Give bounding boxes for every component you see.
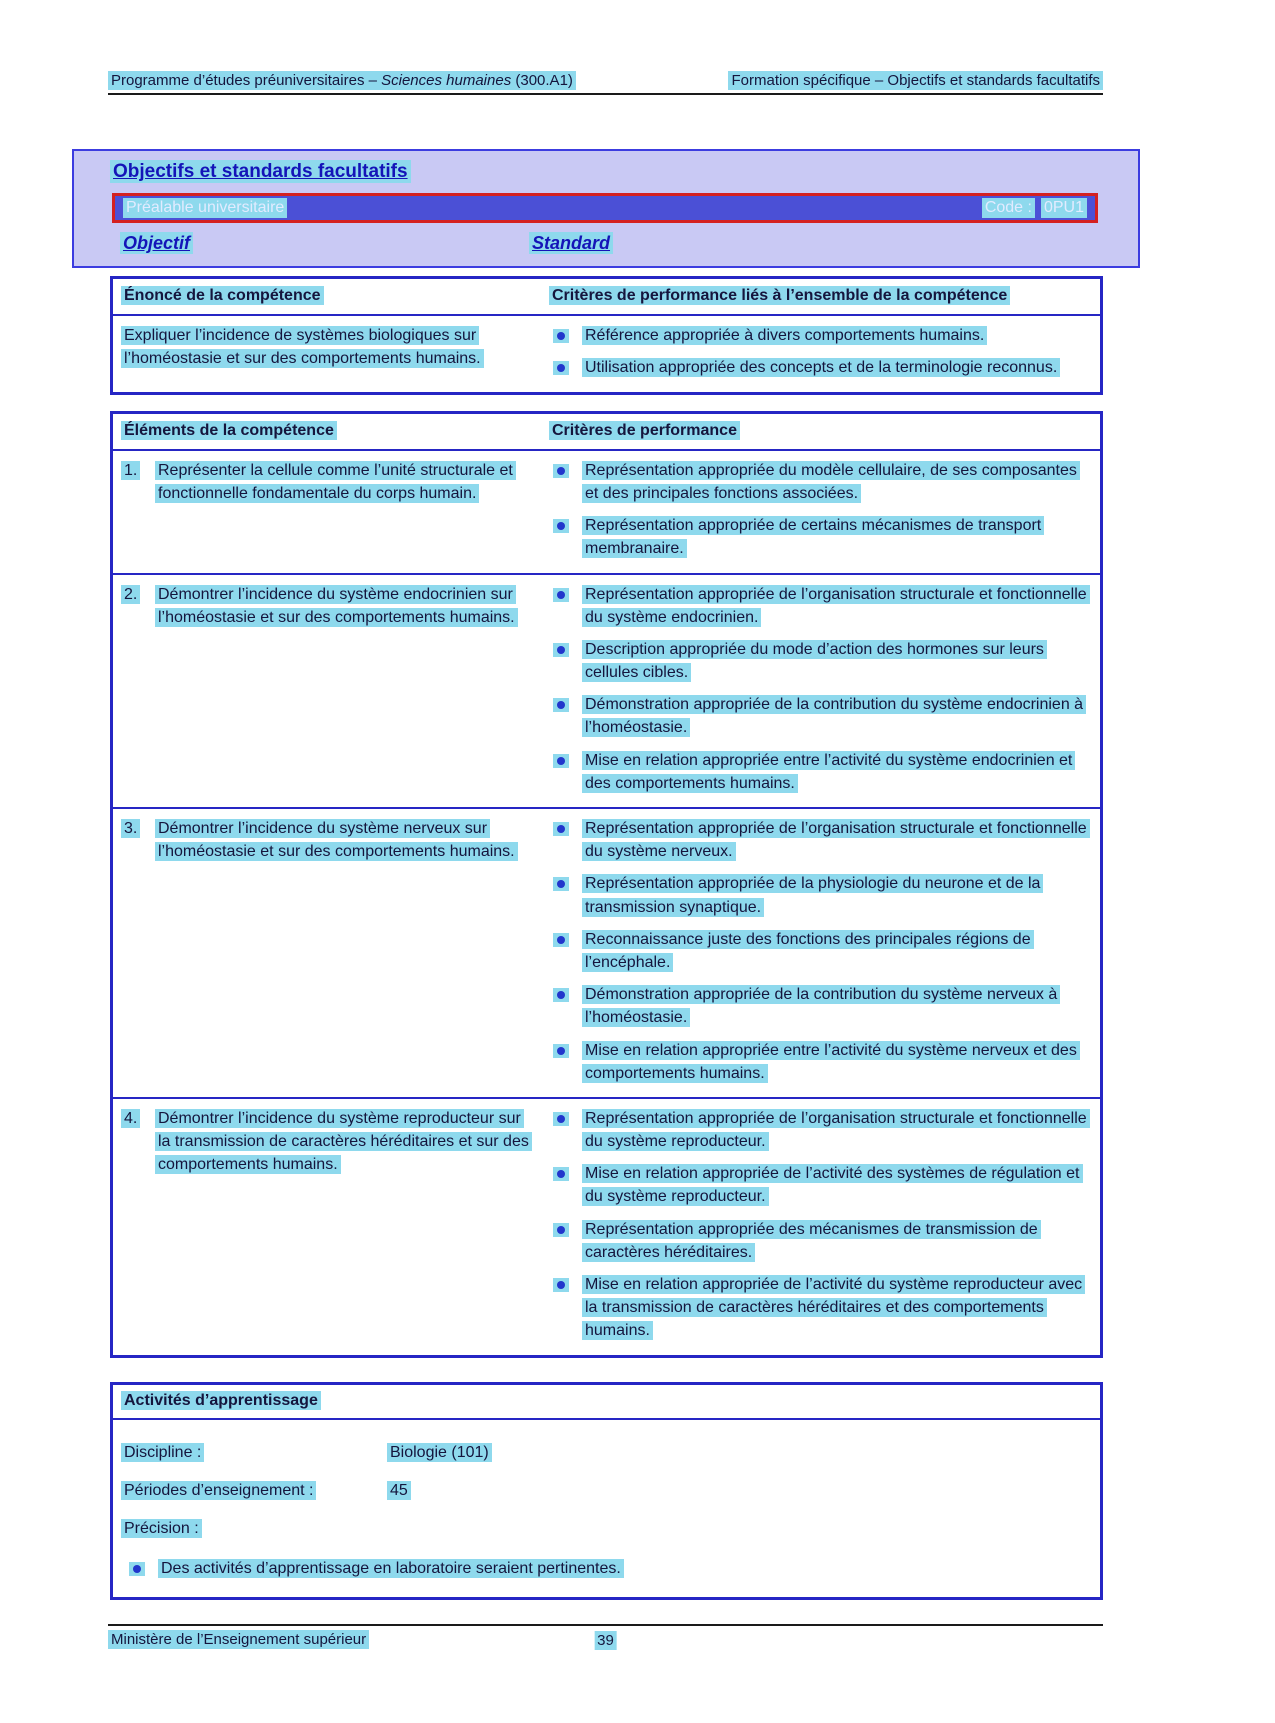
bullet-icon	[553, 1112, 569, 1126]
element-numbered-text	[121, 817, 535, 863]
criterion-text-wrap	[582, 1107, 1090, 1153]
element-text: Représenter la cellule comme l’unité structurale et fonctionnelle fondamentale du corps humain.	[155, 461, 516, 503]
elements-header-right-cell	[549, 414, 1100, 449]
table-row	[113, 573, 1100, 808]
criterion-text-wrap	[582, 928, 1090, 974]
criterion-text: Représentation appropriée du modèle cellulaire, de ses composantes et des principales fonctions associées.	[582, 461, 1080, 503]
bullet-dot	[557, 332, 565, 340]
objectives-title-box	[72, 149, 1140, 268]
document-page	[0, 72, 1275, 1723]
bullet-dot	[557, 825, 565, 833]
competence-statement-cell	[113, 316, 549, 391]
criterion-text-wrap	[582, 356, 1090, 379]
criteria-cell	[549, 809, 1100, 1097]
bullet-dot	[557, 1170, 565, 1178]
criteria-list	[549, 324, 1090, 379]
discipline-value-wrap	[387, 1441, 492, 1464]
element-text: Démontrer l’incidence du système nerveux sur l’homéostasie et sur des comportements humains.	[155, 819, 518, 861]
criterion-text-wrap	[582, 324, 1090, 347]
criterion-item	[549, 583, 1090, 629]
discipline-row	[121, 1441, 1090, 1464]
criterion-text: Représentation appropriée de la physiologie du neurone et de la transmission synaptique.	[582, 874, 1043, 916]
activities-note-wrap	[158, 1557, 1090, 1580]
bullet-dot	[557, 757, 565, 765]
bullet-icon	[553, 1278, 569, 1292]
criterion-item	[549, 638, 1090, 684]
competence-statement-text: Expliquer l’incidence de systèmes biologiques sur l’homéostasie et sur des comportements humains.	[121, 326, 484, 368]
activities-title-row	[113, 1385, 1100, 1420]
page-number: 39	[594, 1631, 617, 1650]
criterion-text: Représentation appropriée de l’organisation structurale et fonctionnelle du système reproducteur.	[582, 1109, 1090, 1151]
column-headings	[120, 233, 1138, 254]
criteria-list	[549, 459, 1090, 561]
standard-heading: Standard	[529, 232, 613, 254]
elements-header-left-cell	[113, 414, 549, 449]
table-row	[113, 807, 1100, 1097]
criterion-item	[549, 459, 1090, 505]
bullet-dot	[557, 591, 565, 599]
elements-table-header-row	[113, 414, 1100, 449]
standard-column	[529, 233, 613, 254]
element-number	[121, 817, 155, 863]
header-left	[108, 72, 576, 89]
page-title-text: Objectifs et standards facultatifs	[110, 160, 411, 183]
criterion-text-wrap	[582, 872, 1090, 918]
activities-note-text: Des activités d’apprentissage en laboratoire seraient pertinentes.	[158, 1559, 624, 1578]
element-number	[121, 459, 155, 505]
criterion-text: Démonstration appropriée de la contribution du système endocrinien à l’homéostasie.	[582, 695, 1086, 737]
criterion-text: Représentation appropriée de l’organisation structurale et fonctionnelle du système nerveux.	[582, 819, 1090, 861]
bullet-dot	[557, 364, 565, 372]
competence-table	[110, 276, 1103, 395]
element-numbered-text	[121, 459, 535, 505]
bullet-dot	[557, 880, 565, 888]
periods-value: 45	[387, 1481, 411, 1500]
discipline-label: Discipline :	[121, 1443, 204, 1462]
periods-label-wrap	[121, 1479, 387, 1502]
periods-label: Périodes d’enseignement :	[121, 1481, 316, 1500]
learning-activities-box	[110, 1382, 1103, 1600]
element-cell	[113, 451, 549, 573]
table-row	[113, 314, 1100, 391]
bullet-icon	[553, 877, 569, 891]
criterion-item	[549, 749, 1090, 795]
criterion-item	[549, 324, 1090, 347]
bullet-dot	[133, 1565, 141, 1573]
competence-table-header-row	[113, 279, 1100, 314]
bullet-dot	[557, 1226, 565, 1234]
element-text: Démontrer l’incidence du système reproducteur sur la transmission de caractères héréditaires et sur des comportements humains.	[155, 1109, 532, 1174]
element-text-wrap	[155, 1107, 535, 1177]
banner-code-value: 0PU1	[1041, 198, 1087, 218]
activities-note-item	[121, 1557, 1090, 1580]
bullet-dot	[557, 1047, 565, 1055]
element-cell	[113, 809, 549, 1097]
page-footer	[108, 1624, 1103, 1648]
competence-header-right-text: Critères de performance liés à l’ensemble de la compétence	[549, 286, 1010, 305]
criterion-text-wrap	[582, 583, 1090, 629]
bullet-icon	[553, 361, 569, 375]
criteria-cell	[549, 451, 1100, 573]
bullet-icon	[553, 1044, 569, 1058]
header-right-text: Formation spécifique – Objectifs et standards facultatifs	[728, 71, 1103, 90]
criteria-list	[549, 817, 1090, 1085]
element-number-text: 2.	[121, 585, 140, 604]
criterion-text: Représentation appropriée de l’organisation structurale et fonctionnelle du système endocrinien.	[582, 585, 1090, 627]
competence-header-left-text: Énoncé de la compétence	[121, 286, 324, 305]
criterion-text-wrap	[582, 749, 1090, 795]
criterion-text: Utilisation appropriée des concepts et de la terminologie reconnus.	[582, 358, 1060, 377]
bullet-icon	[553, 933, 569, 947]
criterion-text-wrap	[582, 459, 1090, 505]
competence-header-left-cell	[113, 279, 549, 314]
objectif-column	[120, 233, 529, 254]
criteria-list	[549, 583, 1090, 796]
criterion-text: Mise en relation appropriée de l’activité des systèmes de régulation et du système reproducteur.	[582, 1164, 1083, 1206]
criterion-text: Mise en relation appropriée entre l’activité du système nerveux et des comportements humains.	[582, 1041, 1080, 1083]
page-header	[108, 72, 1103, 95]
criterion-text: Démonstration appropriée de la contribution du système nerveux à l’homéostasie.	[582, 985, 1060, 1027]
bullet-icon	[553, 588, 569, 602]
criteria-cell	[549, 575, 1100, 808]
criterion-text: Reconnaissance juste des fonctions des principales régions de l’encéphale.	[582, 930, 1034, 972]
precision-row	[121, 1517, 1090, 1540]
element-numbered-text	[121, 583, 535, 629]
element-cell	[113, 1099, 549, 1355]
periods-value-wrap	[387, 1479, 411, 1502]
banner-code-label: Code :	[982, 198, 1035, 218]
element-number-text: 4.	[121, 1109, 140, 1128]
page-title	[110, 161, 1098, 183]
discipline-label-wrap	[121, 1441, 387, 1464]
criterion-text: Représentation appropriée de certains mécanismes de transport membranaire.	[582, 516, 1044, 558]
criterion-item	[549, 514, 1090, 560]
bullet-dot	[557, 522, 565, 530]
banner-code	[982, 198, 1087, 218]
page-number-wrap	[594, 1632, 617, 1649]
competence-header-right-cell	[549, 279, 1100, 314]
bullet-dot	[557, 1115, 565, 1123]
element-number	[121, 583, 155, 629]
bullet-icon	[553, 754, 569, 768]
element-number-text: 1.	[121, 461, 140, 480]
header-left-program-name: Sciences humaines	[381, 72, 512, 89]
table-row	[113, 1097, 1100, 1355]
criterion-item	[549, 1039, 1090, 1085]
bullet-icon	[553, 822, 569, 836]
precision-label-wrap	[121, 1517, 387, 1540]
criterion-item	[549, 928, 1090, 974]
bullet-dot	[557, 701, 565, 709]
element-numbered-text	[121, 1107, 535, 1177]
bullet-icon	[553, 519, 569, 533]
header-left-suffix: (300.A1)	[511, 72, 573, 89]
bullet-icon	[553, 643, 569, 657]
bullet-dot	[557, 646, 565, 654]
elements-table	[110, 411, 1103, 1358]
element-text-wrap	[155, 459, 535, 505]
criterion-text-wrap	[582, 1218, 1090, 1264]
criterion-item	[549, 693, 1090, 739]
element-cell	[113, 575, 549, 808]
banner-left-text: Préalable universitaire	[123, 198, 287, 218]
criterion-text: Représentation appropriée des mécanismes de transmission de caractères héréditaires.	[582, 1220, 1041, 1262]
criterion-text-wrap	[582, 817, 1090, 863]
criterion-item	[549, 1107, 1090, 1153]
element-text-wrap	[155, 583, 535, 629]
bullet-dot	[557, 467, 565, 475]
header-left-prefix: Programme d’études préuniversitaires –	[111, 72, 382, 89]
bullet-icon	[553, 1223, 569, 1237]
criterion-text-wrap	[582, 1162, 1090, 1208]
bullet-dot	[557, 1281, 565, 1289]
criterion-item	[549, 817, 1090, 863]
criterion-item	[549, 872, 1090, 918]
bullet-icon	[553, 464, 569, 478]
discipline-value: Biologie (101)	[387, 1443, 492, 1462]
criterion-item	[549, 1218, 1090, 1264]
criterion-item	[549, 356, 1090, 379]
bullet-dot	[557, 991, 565, 999]
elements-header-right-text: Critères de performance	[549, 421, 740, 440]
bullet-icon	[553, 698, 569, 712]
element-text-wrap	[155, 817, 535, 863]
periods-row	[121, 1479, 1090, 1502]
criterion-text-wrap	[582, 1273, 1090, 1343]
footer-ministry-text: Ministère de l’Enseignement supérieur	[108, 1630, 369, 1649]
header-left-text	[108, 71, 576, 90]
bullet-icon	[129, 1562, 145, 1576]
criterion-text: Référence appropriée à divers comportements humains.	[582, 326, 987, 345]
table-row	[113, 449, 1100, 573]
bullet-icon	[553, 329, 569, 343]
precision-label: Précision :	[121, 1519, 202, 1538]
activities-body	[113, 1420, 1100, 1597]
header-right	[728, 72, 1103, 89]
criterion-text-wrap	[582, 514, 1090, 560]
prerequisite-banner	[112, 193, 1098, 223]
criteria-cell	[549, 1099, 1100, 1355]
element-number-text: 3.	[121, 819, 140, 838]
bullet-dot	[557, 936, 565, 944]
criterion-text-wrap	[582, 1039, 1090, 1085]
criterion-item	[549, 1273, 1090, 1343]
element-number	[121, 1107, 155, 1177]
activities-title-text: Activités d’apprentissage	[121, 1391, 321, 1410]
objectif-heading: Objectif	[120, 232, 193, 254]
criterion-text: Description appropriée du mode d’action des hormones sur leurs cellules cibles.	[582, 640, 1047, 682]
criterion-text-wrap	[582, 983, 1090, 1029]
criterion-text-wrap	[582, 638, 1090, 684]
criterion-text: Mise en relation appropriée entre l’activité du système endocrinien et des comportements humains.	[582, 751, 1075, 793]
criteria-list	[549, 1107, 1090, 1343]
competence-criteria-cell	[549, 316, 1100, 391]
bullet-icon	[553, 1167, 569, 1181]
criterion-text-wrap	[582, 693, 1090, 739]
elements-header-left-text: Éléments de la compétence	[121, 421, 337, 440]
criterion-item	[549, 1162, 1090, 1208]
criterion-item	[549, 983, 1090, 1029]
element-text: Démontrer l’incidence du système endocrinien sur l’homéostasie et sur des comportements humains.	[155, 585, 518, 627]
bullet-icon	[553, 988, 569, 1002]
criterion-text: Mise en relation appropriée de l’activité du système reproducteur avec la transmission de caractères héréditaires et des comportements humains.	[582, 1275, 1085, 1340]
